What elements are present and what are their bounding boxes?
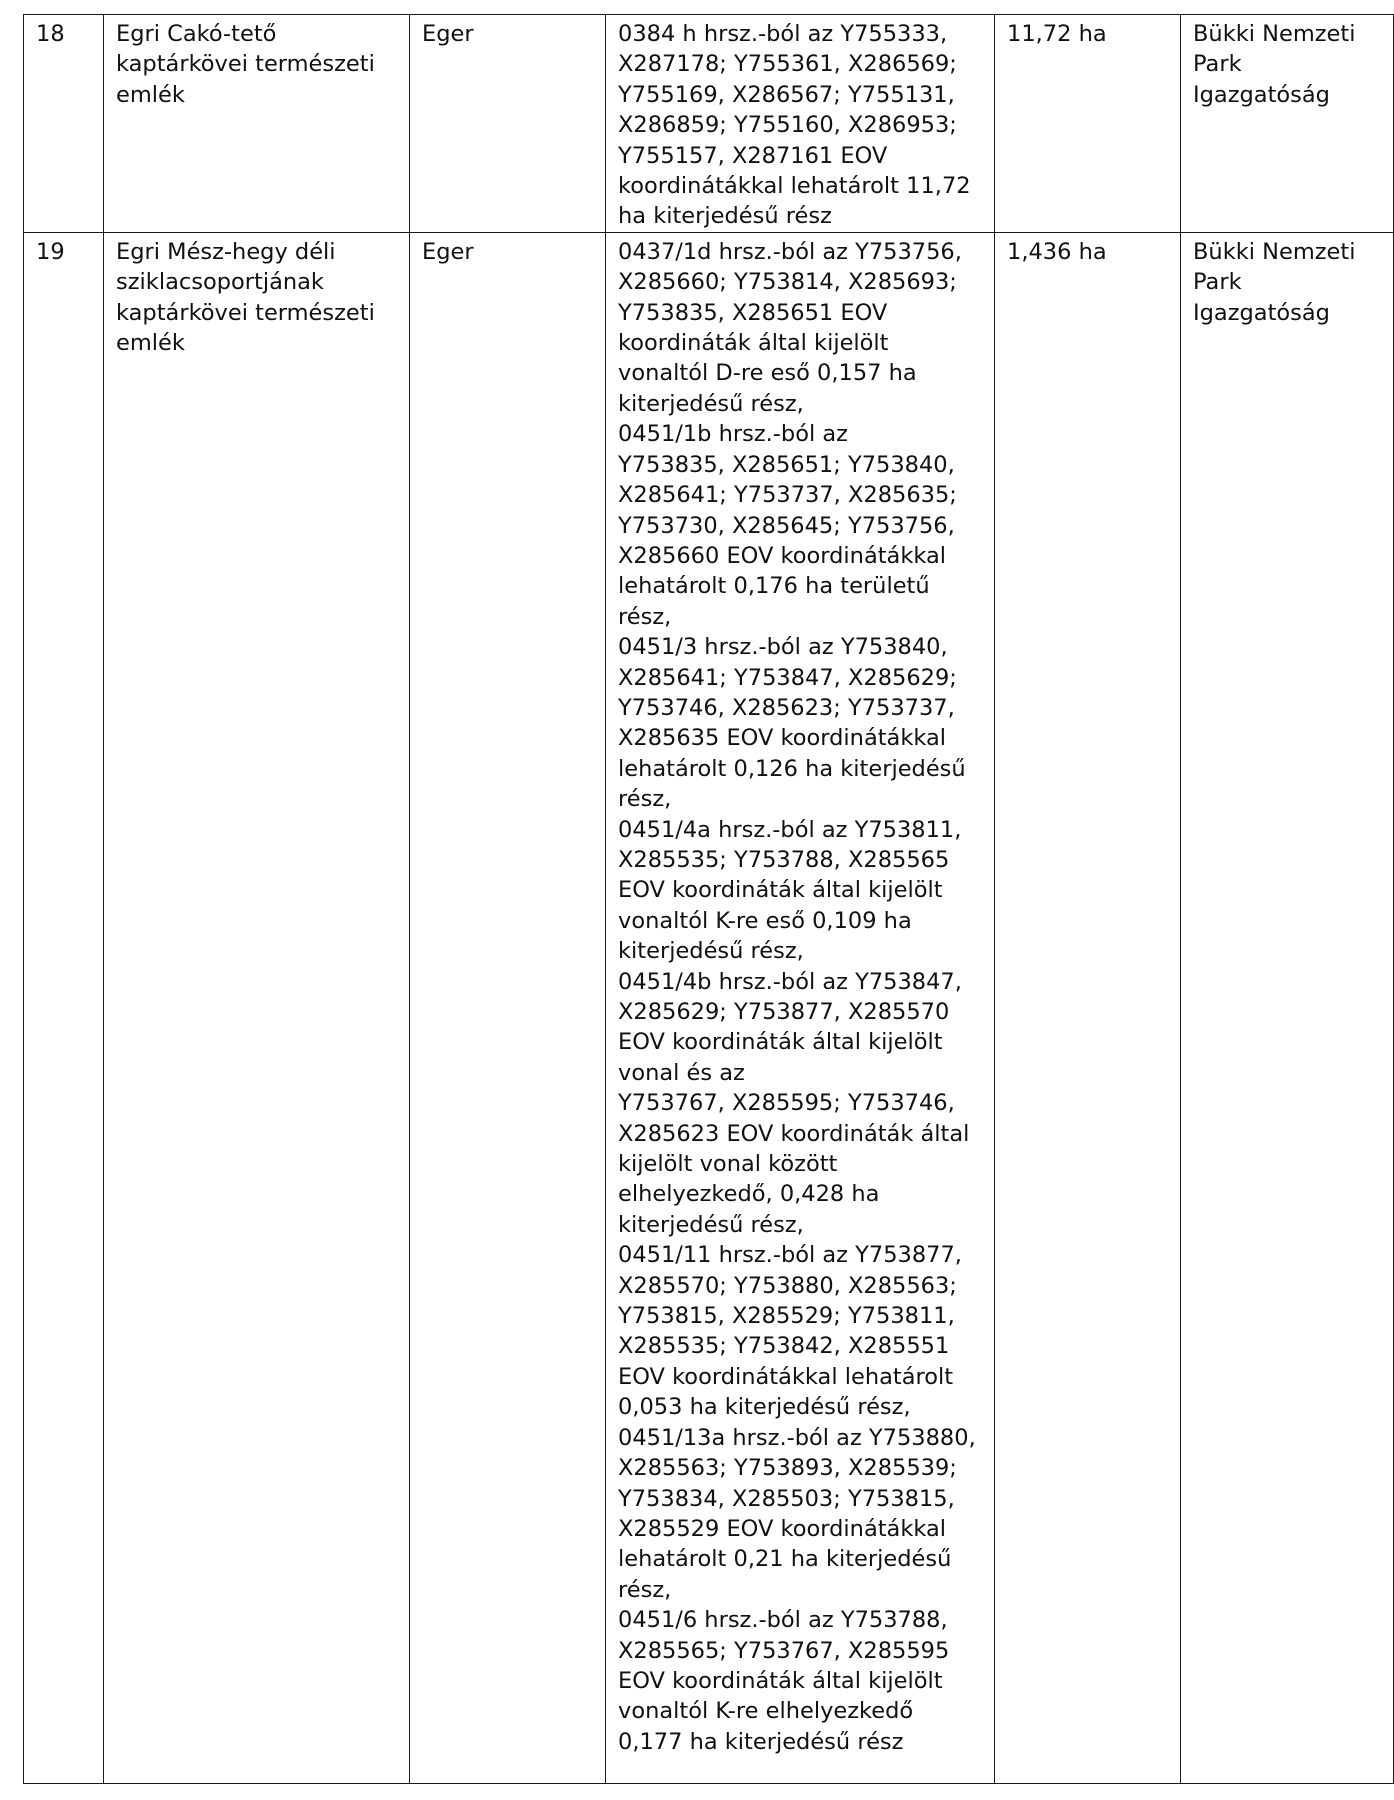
text-line: Bükki Nemzeti (1193, 238, 1356, 265)
text-line: Y753835, X285651; Y753840, (618, 451, 955, 478)
text-line: kiterjedésű rész, (618, 938, 804, 965)
text-line: lehatárolt 0,126 ha kiterjedésű (618, 755, 966, 782)
table-row (24, 232, 1394, 1783)
site-name-cell (104, 15, 410, 233)
text-line: X285660; Y753814, X285693; (618, 269, 957, 296)
text-line: X287178; Y755361, X286569; (618, 51, 957, 78)
text-line: X285535; Y753842, X285551 (618, 1333, 950, 1360)
text-line: 0451/4b hrsz.-ból az Y753847, (618, 968, 962, 995)
text-line: EOV koordinátákkal lehatárolt (618, 1363, 954, 1390)
text-line: X285563; Y753893, X285539; (618, 1455, 957, 1482)
text-line: kaptárkövei természeti (116, 51, 375, 78)
text-line: rész, (618, 1576, 672, 1603)
text-line: 0451/1b hrsz.-ból az (618, 421, 848, 448)
text-line: rész, (618, 786, 672, 813)
text-line: EOV koordináták által kijelölt (618, 877, 943, 904)
text-line: emlék (116, 330, 185, 357)
text-line: sziklacsoportjának (116, 269, 324, 296)
text-line: kiterjedésű rész, (618, 1211, 804, 1238)
text-line: Y753835, X285651 EOV (618, 299, 888, 326)
text-line: EOV koordináták által kijelölt (618, 1667, 943, 1694)
text-line: Y753746, X285623; Y753737, (618, 694, 955, 721)
text-line: EOV koordináták által kijelölt (618, 1029, 943, 1056)
area-cell: 11,72 ha (995, 15, 1181, 233)
area-cell: 1,436 ha (995, 232, 1181, 1783)
text-line: kiterjedésű rész, (618, 390, 804, 417)
parcel-description-cell (606, 15, 995, 233)
text-line: Egri Cakó-tető (116, 21, 277, 47)
text-line: vonaltól K-re eső 0,109 ha (618, 907, 912, 934)
text-line: koordináták által kijelölt (618, 330, 889, 357)
text-line: kijelölt vonal között (618, 1151, 838, 1178)
text-line: 0451/6 hrsz.-ból az Y753788, (618, 1607, 948, 1634)
text-line: X285565; Y753767, X285595 (618, 1637, 950, 1664)
text-line: X285629; Y753877, X285570 (618, 999, 950, 1025)
site-name-cell (104, 232, 410, 1783)
text-line: Y755169, X286567; Y755131, (618, 81, 955, 108)
text-line: 0451/3 hrsz.-ból az Y753840, (618, 634, 948, 661)
text-line: Y755157, X287161 EOV (618, 142, 888, 169)
text-line: ha kiterjedésű rész (618, 203, 832, 230)
text-line: X285529 EOV koordinátákkal (618, 1515, 947, 1542)
protected-areas-table (23, 14, 1394, 1784)
text-line: X285535; Y753788, X285565 (618, 846, 950, 873)
text-line: Igazgatóság (1193, 299, 1330, 326)
text-line: Y753767, X285595; Y753746, (618, 1090, 955, 1117)
text-line: lehatárolt 0,176 ha területű (618, 573, 930, 600)
text-line: kaptárkövei természeti (116, 299, 375, 326)
text-line: X285635 EOV koordinátákkal (618, 725, 947, 752)
text-line: Igazgatóság (1193, 81, 1330, 108)
text-line: 0437/1d hrsz.-ból az Y753756, (618, 238, 962, 265)
text-line: vonaltól K-re elhelyezkedő (618, 1698, 914, 1725)
table-row (24, 15, 1394, 233)
text-line: 0,053 ha kiterjedésű rész, (618, 1394, 911, 1421)
text-line: lehatárolt 0,21 ha kiterjedésű (618, 1546, 952, 1573)
text-line: 0451/4a hrsz.-ból az Y753811, (618, 816, 962, 843)
text-line: 0451/13a hrsz.-ból az Y753880, (618, 1424, 976, 1451)
text-line: rész, (618, 603, 672, 630)
text-line: 0451/11 hrsz.-ból az Y753877, (618, 1242, 962, 1269)
settlement-cell: Eger (410, 232, 606, 1783)
text-line: Y753730, X285645; Y753756, (618, 512, 955, 539)
text-line: 0384 h hrsz.-ból az Y755333, (618, 21, 948, 47)
row-number-cell: 19 (24, 232, 104, 1783)
managing-body-cell (1181, 15, 1394, 233)
text-line: Park (1193, 269, 1242, 296)
text-line: vonal és az (618, 1059, 745, 1086)
row-number-cell: 18 (24, 15, 104, 233)
settlement-cell: Eger (410, 15, 606, 233)
parcel-description-cell (606, 232, 995, 1783)
text-line: X285660 EOV koordinátákkal (618, 542, 947, 569)
text-line: X286859; Y755160, X286953; (618, 112, 957, 139)
text-line: 0,177 ha kiterjedésű rész (618, 1728, 904, 1755)
text-line: X285641; Y753847, X285629; (618, 664, 957, 691)
text-line: elhelyezkedő, 0,428 ha (618, 1181, 880, 1208)
text-line: X285570; Y753880, X285563; (618, 1272, 957, 1299)
text-line: Park (1193, 51, 1242, 78)
text-line: X285623 EOV koordináták által (618, 1120, 970, 1147)
text-line: Egri Mész-hegy déli (116, 238, 336, 265)
text-line: emlék (116, 81, 185, 108)
text-line: X285641; Y753737, X285635; (618, 482, 957, 509)
text-line: Y753834, X285503; Y753815, (618, 1485, 955, 1512)
text-line: Y753815, X285529; Y753811, (618, 1303, 955, 1330)
text-line: Bükki Nemzeti (1193, 21, 1356, 47)
managing-body-cell (1181, 232, 1394, 1783)
text-line: koordinátákkal lehatárolt 11,72 (618, 173, 971, 200)
text-line: vonaltól D-re eső 0,157 ha (618, 360, 917, 387)
